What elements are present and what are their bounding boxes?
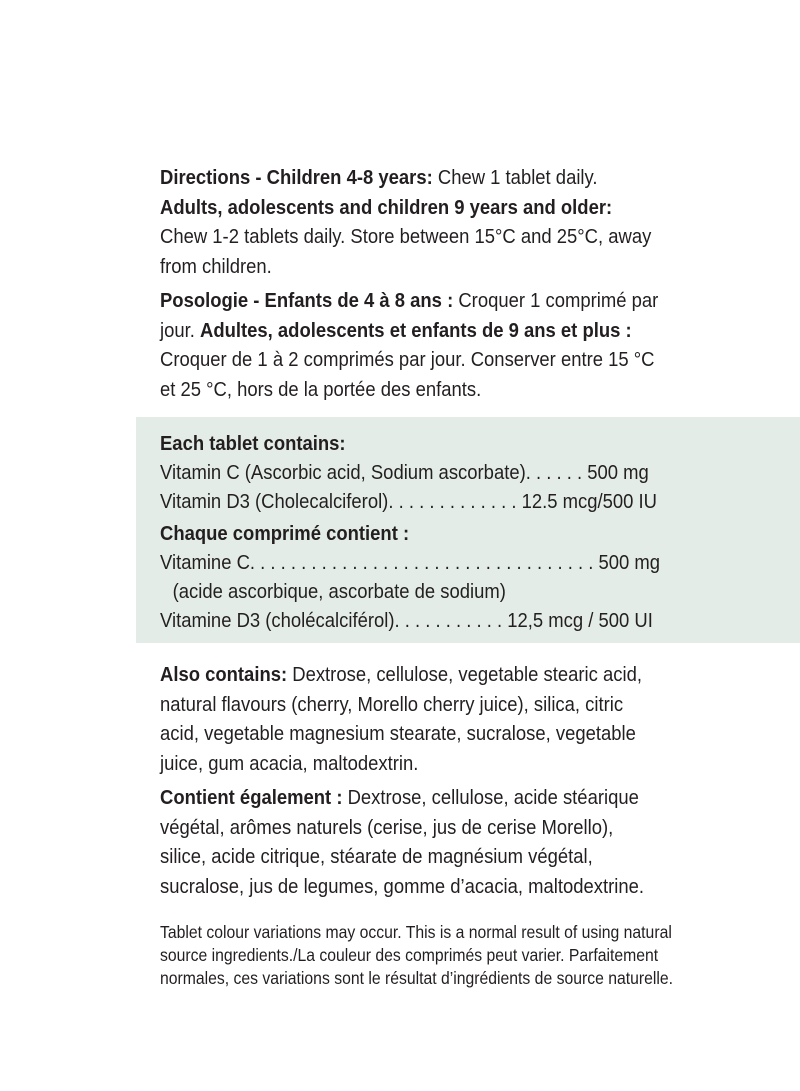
directions-french [160,286,664,404]
also-contains-english [160,660,664,778]
posologie-heading-adultes: Adultes, adolescents et enfants de 9 ans et plus : [200,318,632,342]
ingredient-row-vitamin-d3: Vitamin D3 (Cholecalciferol). . . . . . . . . . . . . 12.5 mcg/500 IU [160,490,657,513]
posologie-text-adultes: Croquer de 1 à 2 comprimés par jour. Conserver entre 15 °C et 25 °C, hors de la portée des enfants. [160,348,655,401]
ingredient-row-vitamine-c-detail: (acide ascorbique, ascorbate de sodium) [172,580,506,603]
colour-variation-note: Tablet colour variations may occur. This is a normal result of using natural source ingredients./La couleur des comprimés peut varier. Parfaitement normales, ces variations sont le résultat d’ingrédients de source naturelle. [160,922,674,988]
directions-heading-children: Directions - Children 4-8 years: [160,166,433,189]
ingredient-row-vitamin-c: Vitamin C (Ascorbic acid, Sodium ascorbate). . . . . . 500 mg [160,461,649,484]
panel-heading-french [160,519,700,548]
contient-egalement-text: Dextrose, cellulose, acide stéarique végétal, arômes naturels (cerise, jus de cerise Morello), silice, acide citrique, stéarate de magnésium végétal, sucralose, jus de legumes, gomme d’acacia, maltodextrine. [160,786,645,898]
each-tablet-contains-heading: Each tablet contains: [160,432,346,455]
label-content [0,163,800,990]
posologie-heading-enfants: Posologie - Enfants de 4 à 8 ans : [160,289,454,312]
contient-egalement-heading: Contient également : [160,786,343,809]
ingredients-panel [136,417,800,643]
directions-heading-adults: Adults, adolescents and children 9 years and older: [160,195,613,219]
also-contains-heading: Also contains: [160,663,288,686]
posologie-text-enfants: Croquer 1 comprimé par jour. [160,289,659,342]
panel-heading-english [160,429,700,458]
directions-text-adults: Chew 1-2 tablets daily. Store between 15°C and 25°C, away from children. [160,225,652,278]
directions-text-children: Chew 1 tablet daily. [432,166,598,189]
also-contains-text: Dextrose, cellulose, vegetable stearic acid, natural flavours (cherry, Morello cherry juice), silica, citric acid, vegetable magnesium stearate, sucralose, vegetable juice, gum acacia, maltodextrin. [160,663,642,775]
directions-english [160,163,664,281]
also-contains-french [160,783,664,901]
chaque-comprime-heading: Chaque comprimé contient : [160,522,410,545]
ingredient-row-vitamine-c: Vitamine C. . . . . . . . . . . . . . . . . . . . . . . . . . . . . . . . . . 500 mg [160,551,661,574]
ingredient-row-vitamine-d3: Vitamine D3 (cholécalciférol). . . . . . . . . . . 12,5 mcg / 500 UI [160,609,653,632]
